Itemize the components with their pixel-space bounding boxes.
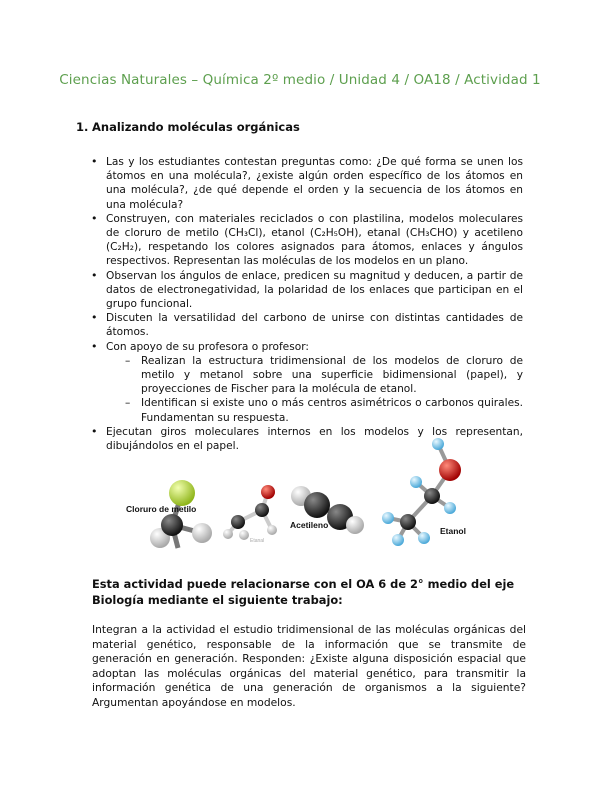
molecule-models-figure <box>120 430 500 550</box>
list-item: • Discuten la versatilidad del carbono de unirse con distintas cantidades de átomos. <box>91 311 523 339</box>
list-item: • Observan los ángulos de enlace, predicen su magnitud y deducen, a partir de datos de electronegatividad, la polaridad de los enlaces que participan en el grupo funcional. <box>91 269 523 312</box>
sub-list-item: – Identifican si existe uno o más centros asimétricos o carbonos quirales. Fundamentan su respuesta. <box>128 396 523 424</box>
section-title-text: Analizando moléculas orgánicas <box>92 120 300 134</box>
section-number: 1. <box>76 120 89 134</box>
methyl-chloride-model <box>150 480 212 548</box>
ethanal-model <box>223 485 277 540</box>
list-item-text: Con apoyo de su profesora o profesor: <box>106 340 309 353</box>
label-methyl-chloride: Cloruro de metilo <box>126 504 197 514</box>
relation-heading: Esta actividad puede relacionarse con el OA 6 de 2° medio del eje Biología mediante el siguiente trabajo: <box>92 577 515 607</box>
section-title <box>76 120 300 134</box>
sub-bullet-list <box>106 354 523 425</box>
activity-bullet-list <box>91 155 523 453</box>
label-ethanal: Etanal <box>250 538 265 544</box>
molecule-models-illustration <box>120 430 500 550</box>
list-item <box>91 340 523 425</box>
sub-list-item: – Realizan la estructura tridimensional de los modelos de cloruro de metilo y metanol sobre una superficie bidimensional (papel), y proyecciones de Fischer para la molécula de etanol. <box>128 354 523 397</box>
label-acetylene: Acetileno <box>290 520 329 530</box>
list-item: • Las y los estudiantes contestan preguntas como: ¿De qué forma se unen los átomos en una molécula?, ¿existe algún orden específico de los átomos en una molécula?, ¿de qué depende el orden y la secuencia de los átomos en una molécula? <box>91 155 523 212</box>
relation-paragraph: Integran a la actividad el estudio tridimensional de las moléculas orgánicas del material genético, responsable de la información que se transmite de generación en generación. Responden: ¿Existe alguna disposición espacial que adoptan las moléculas orgánicas del material genético, para transmitir la información genética de una generación de organismos a la siguiente? Argumentan apoyándose en modelos. <box>92 623 526 709</box>
page-header-title: Ciencias Naturales – Química 2º medio / Unidad 4 / OA18 / Actividad 1 <box>59 72 541 88</box>
list-item: • Ejecutan giros moleculares internos en los modelos y los representan, dibujándolos en el papel. <box>91 425 523 453</box>
label-ethanol: Etanol <box>440 526 466 536</box>
list-item: • Construyen, con materiales reciclados o con plastilina, modelos moleculares de cloruro de metilo (CH₃Cl), etanol (C₂H₅OH), etanal (CH₃CHO) y acetileno (C₂H₂), respetando los colores asignados para átomos, enlaces y ángulos respectivos. Representan las moléculas de los modelos en un plano. <box>91 212 523 269</box>
